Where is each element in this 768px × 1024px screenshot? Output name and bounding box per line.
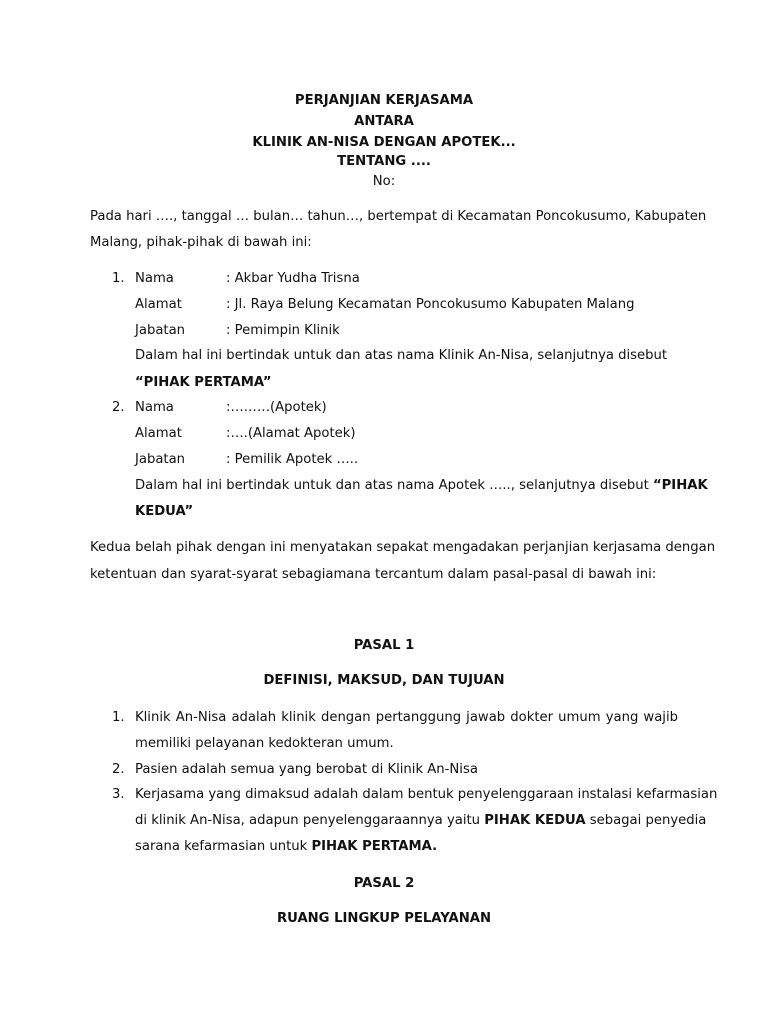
pasal-1-item-1-line-1: Klinik An-Nisa adalah klinik dengan pertanggung jawab dokter umum yang wajib [135,710,678,725]
pasal-1-item-3-line-2-tail: sebagai penyedia [585,813,707,828]
party-1-alamat-value: : Jl. Raya Belung Kecamatan Poncokusumo Kabupaten Malang [226,297,635,312]
pasal-1-item-3-pihak-kedua: PIHAK KEDUA [484,813,586,828]
document-title-antara: ANTARA [354,114,414,129]
party-2-number: 2. [112,400,125,415]
pasal-2-heading: PASAL 2 [353,876,415,891]
pasal-1-item-3-number: 3. [112,787,125,802]
party-2-alamat-label: Alamat [135,426,182,441]
agreement-line-2: ketentuan dan syarat-syarat sebagiamana tercantum dalam pasal-pasal di bawah ini: [90,567,657,582]
party-1-alamat-label: Alamat [135,297,182,312]
pasal-1-item-3-line-3-text: sarana kefarmasian untuk [135,839,312,854]
document-title: PERJANJIAN KERJASAMA [294,93,474,108]
pasal-2-subheading: RUANG LINGKUP PELAYANAN [276,911,492,926]
pasal-1-item-2-number: 2. [112,762,125,777]
agreement-line-1: Kedua belah pihak dengan ini menyatakan sepakat mengadakan perjanjian kerjasama dengan [90,540,716,555]
pasal-1-item-1-line-2: memiliki pelayanan kedokteran umum. [135,736,394,751]
party-2-jabatan-label: Jabatan [135,452,186,467]
pasal-1-heading: PASAL 1 [353,638,415,653]
party-2-designation: KEDUA” [135,504,194,519]
pasal-1-item-3-line-3 [135,838,678,856]
pasal-1-item-3-pihak-pertama: PIHAK PERTAMA. [311,839,438,854]
pasal-1-item-1-number: 1. [112,710,125,725]
party-1-designation: “PIHAK PERTAMA” [135,375,272,390]
party-1-description: Dalam hal ini bertindak untuk dan atas nama Klinik An-Nisa, selanjutnya disebut [135,348,668,363]
party-1-nama-label: Nama [135,271,174,286]
party-2-description [135,477,708,495]
pasal-1-subheading: DEFINISI, MAKSUD, DAN TUJUAN [263,673,505,688]
party-1-jabatan-label: Jabatan [135,323,186,338]
pasal-1-item-3-line-1: Kerjasama yang dimaksud adalah dalam bentuk penyelenggaraan instalasi kefarmasian [135,787,718,802]
document-title-subject: TENTANG .... [337,154,431,169]
party-2-alamat-value: :….(Alamat Apotek) [226,426,356,441]
pasal-1-item-2-line-1: Pasien adalah semua yang berobat di Klinik An-Nisa [135,762,478,777]
document-number: No: [372,174,396,189]
party-2-nama-label: Nama [135,400,174,415]
pasal-1-item-3-line-2 [135,812,707,830]
party-1-jabatan-value: : Pemimpin Klinik [226,323,340,338]
party-2-designation-start: “PIHAK [652,478,708,493]
document-title-parties: KLINIK AN-NISA DENGAN APOTEK... [252,135,516,150]
party-1-number: 1. [112,271,125,286]
intro-line-1: Pada hari …., tanggal … bulan… tahun…, bertempat di Kecamatan Poncokusumo, Kabupaten [90,209,707,224]
party-2-nama-value: :………(Apotek) [226,400,327,415]
party-2-jabatan-value: : Pemilik Apotek ….. [226,452,359,467]
pasal-1-item-3-line-2-text: di klinik An-Nisa, adapun penyelenggaraannya yaitu [135,813,485,828]
party-1-nama-value: : Akbar Yudha Trisna [226,271,360,286]
party-2-description-text: Dalam hal ini bertindak untuk dan atas nama Apotek ….., selanjutnya disebut [135,478,653,493]
intro-line-2: Malang, pihak-pihak di bawah ini: [90,235,312,250]
